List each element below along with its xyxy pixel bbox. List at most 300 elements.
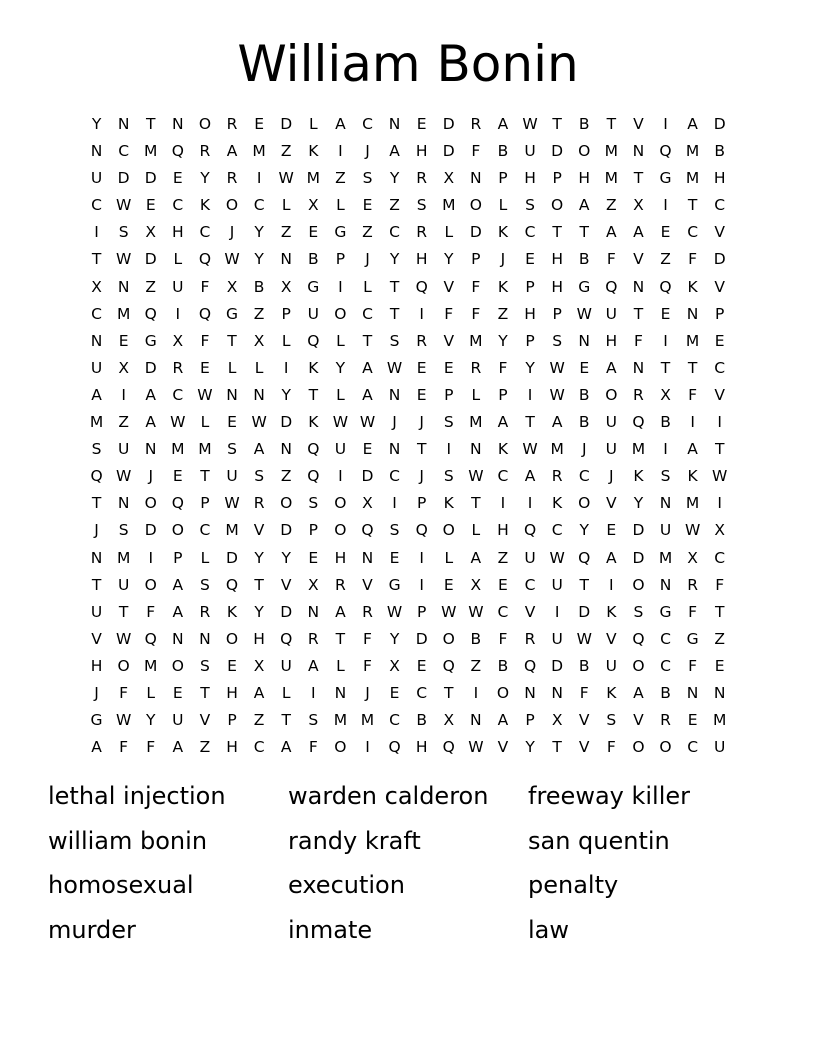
grid-letter: J bbox=[94, 683, 99, 702]
grid-letter: C bbox=[91, 304, 102, 323]
grid-letter: V bbox=[524, 602, 536, 621]
grid-letter: B bbox=[578, 656, 590, 675]
word-list-item: execution bbox=[288, 871, 405, 899]
grid-letter: I bbox=[175, 304, 181, 323]
grid-letter: Z bbox=[118, 413, 129, 432]
grid-letter: L bbox=[336, 385, 345, 404]
grid-letter: R bbox=[470, 358, 482, 377]
grid-letter: E bbox=[172, 467, 183, 486]
grid-letter: R bbox=[253, 494, 265, 513]
grid-letter: C bbox=[551, 521, 563, 540]
grid-letter: O bbox=[632, 656, 645, 675]
grid-letter: Y bbox=[525, 738, 535, 757]
grid-letter: O bbox=[117, 656, 130, 675]
grid-letter: H bbox=[524, 304, 536, 323]
grid-letter: L bbox=[444, 223, 454, 242]
grid-letter: G bbox=[659, 602, 672, 621]
grid-letter: Y bbox=[633, 494, 644, 513]
grid-letter: B bbox=[307, 250, 319, 269]
grid-letter: S bbox=[416, 196, 427, 215]
grid-letter: X bbox=[660, 385, 671, 404]
grid-letter: D bbox=[144, 250, 157, 269]
grid-letter: M bbox=[144, 656, 158, 675]
grid-letter: B bbox=[497, 656, 509, 675]
grid-letter: L bbox=[471, 521, 481, 540]
grid-letter: P bbox=[416, 602, 427, 621]
grid-letter: P bbox=[416, 494, 427, 513]
page-title: William Bonin bbox=[237, 35, 579, 93]
grid-letter: A bbox=[226, 142, 238, 161]
grid-letter: T bbox=[416, 440, 427, 459]
grid-letter: P bbox=[552, 304, 562, 323]
grid-letter: H bbox=[172, 223, 184, 242]
grid-letter: A bbox=[633, 683, 644, 702]
grid-letter: O bbox=[144, 494, 157, 513]
word-list-item: murder bbox=[48, 915, 136, 944]
grid-letter: M bbox=[225, 521, 239, 540]
grid-letter: L bbox=[498, 196, 508, 215]
grid-letter: C bbox=[199, 223, 211, 242]
grid-letter: N bbox=[361, 548, 374, 567]
grid-letter: L bbox=[200, 413, 210, 432]
grid-letter: I bbox=[148, 548, 154, 567]
grid-letter: B bbox=[660, 413, 671, 432]
grid-letter: J bbox=[419, 467, 424, 486]
grid-letter: Z bbox=[280, 467, 292, 486]
grid-letter: P bbox=[498, 385, 508, 404]
word-list-item: penalty bbox=[528, 871, 619, 899]
grid-letter: G bbox=[334, 223, 347, 242]
grid-letter: O bbox=[225, 629, 239, 648]
grid-letter: C bbox=[172, 385, 184, 404]
grid-letter: I bbox=[663, 115, 668, 133]
grid-letter: E bbox=[362, 196, 373, 215]
grid-letter: R bbox=[307, 629, 319, 648]
grid-letter: N bbox=[226, 385, 238, 404]
word-list-item: homosexual bbox=[48, 871, 194, 899]
grid-letter: M bbox=[685, 142, 700, 161]
grid-letter: S bbox=[660, 467, 671, 486]
grid-letter: T bbox=[91, 250, 102, 269]
grid-letter: E bbox=[389, 683, 400, 702]
grid-letter: V bbox=[633, 711, 644, 730]
grid-letter: F bbox=[579, 683, 589, 702]
grid-letter: I bbox=[94, 223, 99, 242]
grid-letter: W bbox=[576, 304, 592, 323]
grid-letter: Y bbox=[389, 250, 400, 269]
grid-letter: A bbox=[524, 467, 536, 486]
grid-letter: R bbox=[470, 115, 482, 133]
grid-letter: F bbox=[498, 358, 508, 377]
grid-letter: N bbox=[90, 142, 103, 161]
grid-letter: C bbox=[389, 711, 400, 730]
grid-letter: A bbox=[606, 223, 617, 242]
grid-letter: U bbox=[117, 440, 130, 459]
grid-letter: Y bbox=[525, 358, 535, 377]
grid-letter: S bbox=[362, 169, 373, 188]
grid-letter: Y bbox=[254, 250, 264, 269]
grid-letter: A bbox=[497, 413, 509, 432]
grid-letter: N bbox=[524, 683, 536, 702]
grid-letter: F bbox=[688, 602, 698, 621]
grid-letter: L bbox=[281, 683, 291, 702]
grid-letter: M bbox=[469, 413, 483, 432]
grid-letter: I bbox=[338, 467, 343, 486]
grid-letter: K bbox=[687, 277, 698, 296]
grid-letter: E bbox=[308, 548, 319, 567]
grid-letter: G bbox=[307, 277, 320, 296]
grid-letter: D bbox=[442, 115, 455, 133]
grid-letter: A bbox=[606, 548, 617, 567]
grid-letter: C bbox=[660, 629, 671, 648]
word-list-item: warden calderon bbox=[288, 782, 489, 810]
grid-letter: C bbox=[497, 467, 509, 486]
grid-letter: D bbox=[415, 629, 428, 648]
grid-letter: A bbox=[91, 738, 102, 757]
grid-letter: D bbox=[117, 169, 130, 188]
grid-letter: E bbox=[660, 223, 671, 242]
grid-letter: E bbox=[118, 331, 129, 350]
grid-letter: T bbox=[714, 602, 725, 621]
grid-letter: C bbox=[714, 358, 726, 377]
grid-letter: Z bbox=[606, 196, 617, 215]
grid-letter: T bbox=[389, 277, 400, 296]
grid-letter: V bbox=[362, 575, 373, 594]
grid-letter: U bbox=[551, 629, 563, 648]
grid-letter: G bbox=[144, 331, 157, 350]
grid-letter: Q bbox=[632, 413, 645, 432]
grid-letter: E bbox=[227, 413, 237, 432]
grid-letter: H bbox=[713, 169, 726, 188]
grid-letter: M bbox=[685, 494, 700, 513]
grid-letter: N bbox=[388, 385, 401, 404]
grid-letter: N bbox=[117, 277, 130, 296]
grid-letter: Y bbox=[335, 358, 346, 377]
grid-letter: F bbox=[200, 277, 210, 296]
grid-letter: Z bbox=[362, 223, 373, 242]
grid-letter: A bbox=[470, 548, 482, 567]
grid-letter: U bbox=[90, 358, 103, 377]
grid-letter: R bbox=[524, 629, 536, 648]
word-list-item: inmate bbox=[288, 915, 373, 944]
grid-letter: D bbox=[469, 223, 482, 242]
grid-letter: B bbox=[714, 142, 726, 161]
grid-letter: V bbox=[578, 738, 590, 757]
grid-letter: Q bbox=[307, 467, 320, 486]
grid-letter: T bbox=[525, 413, 535, 432]
grid-letter: B bbox=[416, 711, 427, 730]
grid-letter: O bbox=[144, 575, 157, 594]
grid-letter: I bbox=[663, 440, 668, 459]
grid-letter: X bbox=[551, 711, 563, 730]
grid-letter: A bbox=[307, 656, 319, 675]
grid-letter: R bbox=[226, 169, 238, 188]
grid-letter: T bbox=[227, 331, 237, 350]
grid-letter: U bbox=[605, 656, 617, 675]
grid-letter: F bbox=[444, 304, 454, 323]
grid-letter: N bbox=[713, 683, 726, 702]
grid-letter: V bbox=[497, 738, 509, 757]
grid-letter: V bbox=[443, 331, 455, 350]
grid-letter: L bbox=[254, 358, 264, 377]
grid-letter: M bbox=[89, 413, 104, 432]
grid-letter: N bbox=[470, 440, 482, 459]
grid-letter: V bbox=[199, 711, 211, 730]
grid-letter: W bbox=[522, 115, 538, 133]
grid-letter: B bbox=[497, 142, 509, 161]
grid-letter: M bbox=[658, 548, 673, 567]
grid-letter: X bbox=[633, 196, 644, 215]
grid-letter: O bbox=[442, 629, 455, 648]
grid-letter: Z bbox=[199, 738, 211, 757]
grid-letter: V bbox=[443, 277, 455, 296]
grid-letter: V bbox=[633, 115, 644, 133]
grid-letter: Q bbox=[144, 304, 157, 323]
grid-letter: D bbox=[632, 521, 645, 540]
grid-letter: U bbox=[117, 575, 130, 594]
grid-letter: H bbox=[551, 250, 563, 269]
grid-letter: F bbox=[146, 738, 156, 757]
grid-letter: F bbox=[688, 385, 698, 404]
grid-letter: H bbox=[578, 169, 591, 188]
grid-letter: E bbox=[308, 223, 319, 242]
grid-letter: M bbox=[360, 711, 375, 730]
grid-letter: N bbox=[470, 169, 482, 188]
grid-letter: B bbox=[253, 277, 265, 296]
grid-letter: L bbox=[173, 250, 183, 269]
grid-letter: E bbox=[579, 358, 590, 377]
grid-letter: D bbox=[144, 358, 157, 377]
grid-letter: M bbox=[442, 196, 456, 215]
grid-letter: T bbox=[200, 683, 210, 702]
grid-letter: A bbox=[362, 358, 373, 377]
grid-letter: M bbox=[198, 440, 212, 459]
grid-letter: I bbox=[609, 575, 614, 594]
grid-letter: N bbox=[659, 575, 672, 594]
grid-letter: E bbox=[416, 385, 427, 404]
grid-letter: X bbox=[145, 223, 157, 242]
grid-letter: W bbox=[115, 629, 132, 648]
word-list-item: william bonin bbox=[48, 826, 208, 855]
grid-letter: L bbox=[200, 548, 210, 567]
grid-letter: U bbox=[90, 169, 103, 188]
grid-letter: W bbox=[468, 602, 484, 621]
grid-letter: F bbox=[363, 629, 372, 648]
grid-letter: I bbox=[527, 494, 533, 513]
grid-letter: Y bbox=[498, 331, 508, 350]
grid-letter: D bbox=[713, 250, 726, 269]
grid-letter: L bbox=[336, 331, 345, 350]
grid-letter: T bbox=[389, 304, 400, 323]
grid-letter: Y bbox=[146, 711, 156, 730]
grid-letter: W bbox=[441, 602, 457, 621]
grid-letter: N bbox=[280, 440, 292, 459]
grid-letter: C bbox=[714, 548, 726, 567]
grid-letter: M bbox=[116, 548, 131, 567]
grid-letter: X bbox=[470, 575, 482, 594]
grid-letter: T bbox=[91, 494, 102, 513]
grid-letter: J bbox=[148, 467, 154, 486]
grid-letter: K bbox=[552, 494, 563, 513]
grid-letter: Q bbox=[198, 304, 212, 323]
grid-letter: T bbox=[579, 575, 589, 594]
grid-letter: T bbox=[471, 494, 481, 513]
grid-letter: M bbox=[116, 304, 131, 323]
grid-letter: F bbox=[471, 277, 481, 296]
grid-letter: M bbox=[144, 142, 158, 161]
grid-letter: E bbox=[227, 656, 237, 675]
grid-letter: I bbox=[663, 331, 668, 350]
grid-letter: J bbox=[392, 413, 397, 432]
grid-letter: T bbox=[714, 440, 725, 459]
grid-letter: U bbox=[280, 656, 292, 675]
grid-letter: T bbox=[281, 711, 291, 730]
grid-letter: P bbox=[227, 711, 237, 730]
grid-letter: Z bbox=[253, 711, 265, 730]
grid-letter: Q bbox=[415, 277, 428, 296]
grid-letter: S bbox=[308, 494, 319, 513]
grid-letter: Z bbox=[253, 304, 265, 323]
grid-letter: A bbox=[172, 602, 184, 621]
grid-letter: F bbox=[363, 656, 372, 675]
grid-letter: D bbox=[551, 656, 564, 675]
grid-letter: U bbox=[172, 711, 184, 730]
grid-letter: Q bbox=[442, 738, 455, 757]
grid-letter: Q bbox=[442, 656, 455, 675]
grid-letter: L bbox=[227, 358, 237, 377]
grid-letter: W bbox=[522, 440, 538, 459]
grid-letter: I bbox=[473, 683, 479, 702]
grid-letter: P bbox=[715, 304, 725, 323]
grid-letter: U bbox=[172, 277, 184, 296]
grid-letter: X bbox=[443, 169, 455, 188]
grid-letter: X bbox=[389, 656, 400, 675]
grid-letter: T bbox=[254, 575, 264, 594]
grid-letter: D bbox=[632, 548, 645, 567]
grid-letter: B bbox=[578, 413, 590, 432]
word-list-item: randy kraft bbox=[288, 826, 421, 855]
grid-letter: G bbox=[686, 629, 699, 648]
grid-letter: A bbox=[145, 413, 157, 432]
grid-letter: N bbox=[632, 358, 645, 377]
grid-letter: S bbox=[200, 656, 210, 675]
grid-letter: E bbox=[714, 331, 725, 350]
grid-letter: O bbox=[469, 196, 482, 215]
grid-letter: K bbox=[497, 223, 509, 242]
grid-letter: J bbox=[94, 521, 99, 540]
grid-letter: O bbox=[334, 494, 347, 513]
grid-letter: T bbox=[200, 467, 210, 486]
grid-letter: Y bbox=[579, 521, 589, 540]
grid-letter: U bbox=[605, 413, 617, 432]
grid-letter: L bbox=[471, 385, 481, 404]
grid-letter: W bbox=[224, 250, 240, 269]
grid-letter: G bbox=[226, 304, 239, 323]
grid-letter: X bbox=[118, 358, 129, 377]
grid-letter: A bbox=[172, 738, 184, 757]
grid-letter: W bbox=[468, 738, 484, 757]
grid-letter: K bbox=[308, 358, 319, 377]
grid-letter: W bbox=[224, 494, 240, 513]
grid-letter: V bbox=[606, 629, 617, 648]
grid-letter: C bbox=[362, 115, 373, 133]
grid-letter: C bbox=[199, 521, 211, 540]
grid-letter: N bbox=[199, 629, 211, 648]
grid-letter: J bbox=[365, 142, 370, 161]
grid-letter: P bbox=[173, 548, 183, 567]
grid-letter: W bbox=[115, 196, 132, 215]
grid-letter: P bbox=[525, 711, 535, 730]
grid-letter: R bbox=[687, 575, 698, 594]
grid-letter: C bbox=[253, 196, 265, 215]
grid-letter: D bbox=[280, 602, 293, 621]
grid-letter: P bbox=[525, 277, 535, 296]
grid-letter: J bbox=[609, 467, 614, 486]
grid-letter: V bbox=[280, 575, 292, 594]
grid-letter: F bbox=[471, 304, 481, 323]
grid-letter: X bbox=[714, 521, 726, 540]
grid-letter: I bbox=[419, 575, 424, 594]
grid-letter: X bbox=[307, 575, 319, 594]
grid-letter: U bbox=[605, 304, 617, 323]
grid-letter: R bbox=[362, 602, 373, 621]
grid-letter: D bbox=[713, 115, 726, 133]
grid-letter: G bbox=[578, 277, 591, 296]
grid-letter: B bbox=[470, 629, 482, 648]
grid-letter: H bbox=[226, 738, 238, 757]
grid-letter: T bbox=[146, 115, 156, 133]
grid-letter: W bbox=[712, 467, 728, 486]
grid-letter: Q bbox=[415, 521, 428, 540]
grid-letter: C bbox=[253, 738, 265, 757]
grid-letter: H bbox=[415, 142, 428, 161]
grid-letter: N bbox=[280, 250, 292, 269]
grid-letter: R bbox=[551, 467, 563, 486]
grid-letter: M bbox=[604, 142, 619, 161]
grid-letter: B bbox=[660, 683, 671, 702]
grid-letter: M bbox=[469, 331, 483, 350]
grid-letter: R bbox=[199, 602, 211, 621]
grid-letter: I bbox=[338, 142, 343, 161]
grid-letter: X bbox=[443, 711, 455, 730]
grid-letter: M bbox=[252, 142, 266, 161]
grid-letter: N bbox=[253, 385, 265, 404]
grid-letter: Q bbox=[659, 277, 672, 296]
grid-letter: Z bbox=[280, 223, 292, 242]
grid-letter: O bbox=[551, 196, 564, 215]
grid-letter: E bbox=[416, 358, 427, 377]
grid-letter: H bbox=[497, 521, 509, 540]
grid-letter: F bbox=[498, 629, 508, 648]
grid-letter: Z bbox=[280, 142, 292, 161]
grid-letter: N bbox=[172, 115, 184, 133]
grid-letter: V bbox=[714, 223, 725, 242]
grid-letter: F bbox=[308, 738, 318, 757]
grid-letter: I bbox=[283, 358, 289, 377]
grid-letter: N bbox=[90, 331, 103, 350]
grid-letter: X bbox=[687, 548, 698, 567]
grid-letter: F bbox=[633, 331, 643, 350]
grid-letter: R bbox=[416, 169, 428, 188]
grid-letter: D bbox=[226, 548, 238, 567]
grid-letter: M bbox=[171, 440, 185, 459]
grid-letter: F bbox=[688, 656, 698, 675]
grid-letter: W bbox=[115, 250, 132, 269]
grid-letter: N bbox=[686, 304, 699, 323]
grid-letter: I bbox=[365, 738, 370, 757]
grid-letter: W bbox=[549, 358, 565, 377]
grid-letter: H bbox=[524, 169, 536, 188]
